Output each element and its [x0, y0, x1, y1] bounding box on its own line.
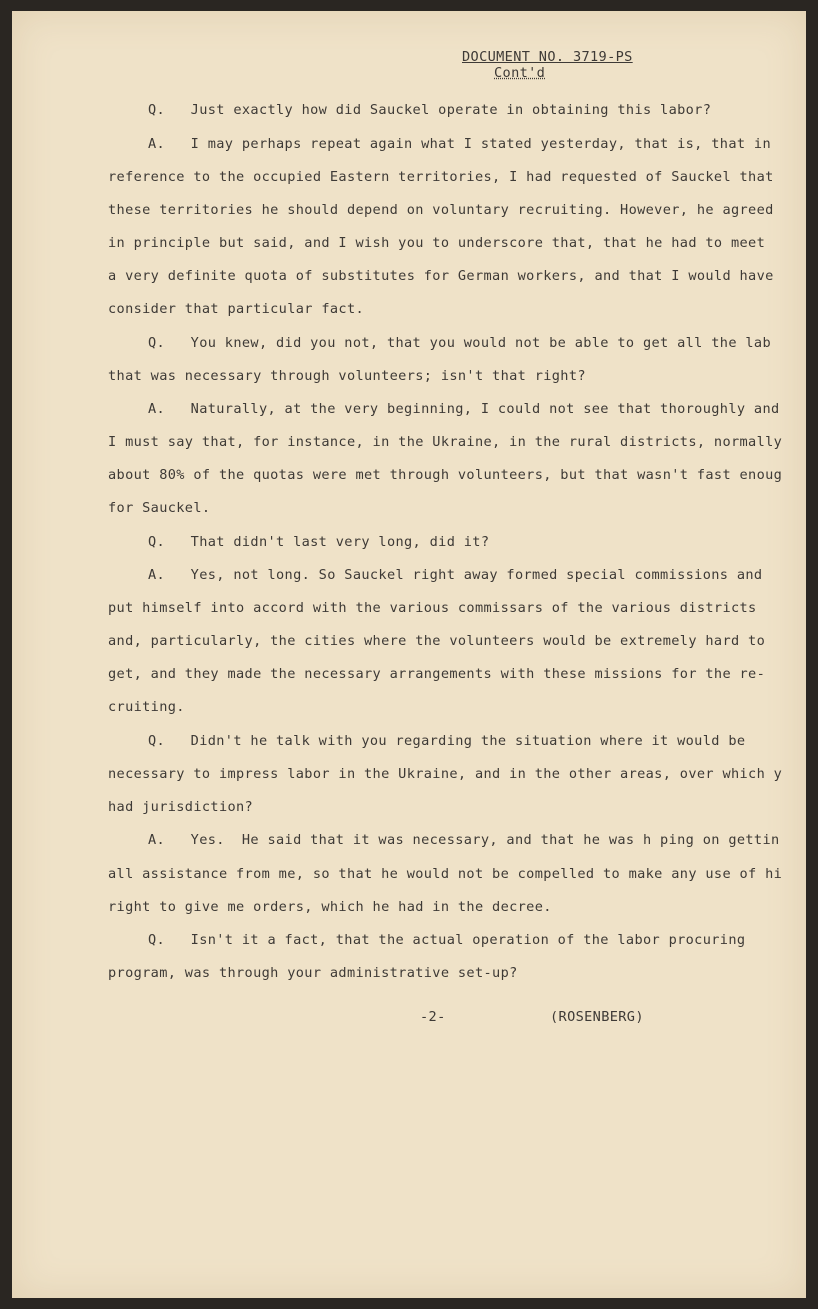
transcript-line: in principle but said, and I wish you to underscore that, that he had to meet: [108, 235, 766, 251]
transcript-line: A. I may perhaps repeat again what I stated yesterday, that is, that in: [148, 136, 771, 152]
transcript-line: that was necessary through volunteers; isn't that right?: [108, 368, 586, 384]
transcript-line: Q. Didn't he talk with you regarding the situation where it would be: [148, 733, 746, 749]
document-number: DOCUMENT NO. 3719-PS: [462, 49, 633, 65]
transcript-line: right to give me orders, which he had in the decree.: [108, 899, 552, 915]
transcript-line: a very definite quota of substitutes for German workers, and that I would have: [108, 268, 774, 284]
document-page: [12, 11, 806, 1298]
transcript-line: had jurisdiction?: [108, 799, 254, 815]
transcript-line: Q. Isn't it a fact, that the actual operation of the labor procuring: [148, 932, 746, 948]
transcript-line: and, particularly, the cities where the volunteers would be extremely hard to: [108, 633, 766, 649]
transcript-line: reference to the occupied Eastern territories, I had requested of Sauckel that: [108, 169, 774, 185]
transcript-line: A. Naturally, at the very beginning, I could not see that thoroughly and: [148, 401, 780, 417]
transcript-line: A. Yes. He said that it was necessary, and that he was h ping on gettin: [148, 832, 780, 848]
continuation-mark: Cont'd: [494, 65, 546, 81]
transcript-line: Q. Just exactly how did Sauckel operate in obtaining this labor?: [148, 102, 712, 118]
transcript-line: put himself into accord with the various commissars of the various districts: [108, 600, 757, 616]
page-number: -2-: [420, 1009, 446, 1025]
transcript-line: program, was through your administrative set-up?: [108, 965, 518, 981]
transcript-line: about 80% of the quotas were met through volunteers, but that wasn't fast enoug: [108, 467, 783, 483]
transcript-line: necessary to impress labor in the Ukraine, and in the other areas, over which y: [108, 766, 783, 782]
transcript-line: Q. That didn't last very long, did it?: [148, 534, 490, 550]
transcript-line: A. Yes, not long. So Sauckel right away formed special commissions and: [148, 567, 763, 583]
transcript-line: consider that particular fact.: [108, 301, 365, 317]
witness-name: (ROSENBERG): [550, 1009, 644, 1025]
transcript-line: Q. You knew, did you not, that you would not be able to get all the lab: [148, 335, 771, 351]
transcript-line: these territories he should depend on voluntary recruiting. However, he agreed: [108, 202, 774, 218]
transcript-line: for Sauckel.: [108, 500, 211, 516]
transcript-line: all assistance from me, so that he would not be compelled to make any use of hi: [108, 866, 783, 882]
transcript-line: get, and they made the necessary arrangements with these missions for the re-: [108, 666, 766, 682]
transcript-line: I must say that, for instance, in the Ukraine, in the rural districts, normally: [108, 434, 783, 450]
transcript-line: cruiting.: [108, 699, 185, 715]
